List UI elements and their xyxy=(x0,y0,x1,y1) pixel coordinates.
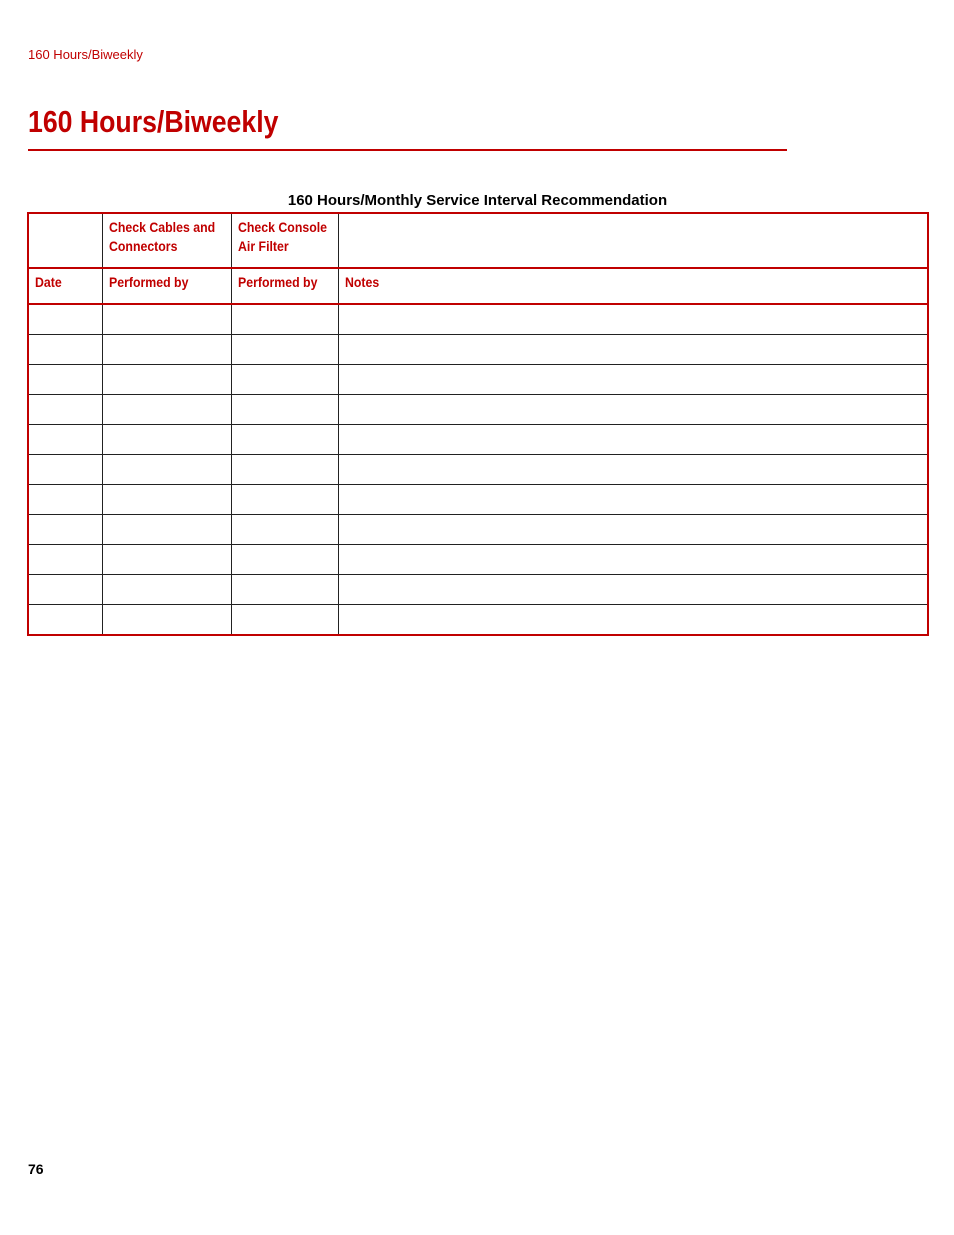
table-caption: 160 Hours/Monthly Service Interval Recommendation xyxy=(287,192,668,209)
performed-by-cell xyxy=(102,545,231,575)
table-row xyxy=(28,515,928,545)
table-row xyxy=(28,545,928,575)
header-cell-check-air-filter xyxy=(231,213,338,268)
notes-cell xyxy=(338,365,928,395)
notes-cell xyxy=(338,545,928,575)
header-text: Performed by xyxy=(237,274,317,290)
date-cell xyxy=(28,455,102,485)
notes-cell xyxy=(338,485,928,515)
performed-by-cell xyxy=(231,455,338,485)
table-row xyxy=(28,485,928,515)
table-row xyxy=(28,425,928,455)
header-cell-blank xyxy=(338,213,928,268)
notes-cell xyxy=(338,425,928,455)
notes-cell xyxy=(338,455,928,485)
performed-by-cell xyxy=(231,605,338,636)
performed-by-cell xyxy=(231,304,338,335)
date-cell xyxy=(28,395,102,425)
header-cell-blank xyxy=(28,213,102,268)
date-cell xyxy=(28,304,102,335)
performed-by-cell xyxy=(102,485,231,515)
table-row xyxy=(28,365,928,395)
performed-by-cell xyxy=(102,515,231,545)
notes-cell xyxy=(338,575,928,605)
service-log-table xyxy=(27,212,929,636)
performed-by-cell xyxy=(102,455,231,485)
performed-by-cell xyxy=(102,304,231,335)
title-rule xyxy=(28,149,787,151)
performed-by-cell xyxy=(102,365,231,395)
performed-by-cell xyxy=(231,545,338,575)
notes-cell xyxy=(338,515,928,545)
header-text: Check Console xyxy=(237,219,327,235)
date-cell xyxy=(28,515,102,545)
performed-by-cell xyxy=(102,335,231,365)
date-cell xyxy=(28,335,102,365)
table-header-row-tasks xyxy=(28,213,928,268)
table-header-row-columns xyxy=(28,268,928,304)
header-cell-performed-by xyxy=(231,268,338,304)
date-cell xyxy=(28,425,102,455)
header-cell-performed-by xyxy=(102,268,231,304)
header-cell-date xyxy=(28,268,102,304)
header-text: Check Cables and xyxy=(108,219,215,235)
header-text: Notes xyxy=(344,274,379,290)
table-row xyxy=(28,304,928,335)
performed-by-cell xyxy=(231,365,338,395)
header-text: Connectors xyxy=(108,238,177,254)
date-cell xyxy=(28,605,102,636)
performed-by-cell xyxy=(102,605,231,636)
running-head: 160 Hours/Biweekly xyxy=(28,47,143,62)
table-row xyxy=(28,335,928,365)
performed-by-cell xyxy=(231,395,338,425)
performed-by-cell xyxy=(231,515,338,545)
header-text: Date xyxy=(35,274,62,290)
header-text: Performed by xyxy=(108,274,188,290)
performed-by-cell xyxy=(102,425,231,455)
table-row xyxy=(28,455,928,485)
performed-by-cell xyxy=(102,575,231,605)
header-cell-notes xyxy=(338,268,928,304)
table-row xyxy=(28,575,928,605)
header-text: Air Filter xyxy=(237,238,289,254)
date-cell xyxy=(28,545,102,575)
notes-cell xyxy=(338,304,928,335)
performed-by-cell xyxy=(231,425,338,455)
notes-cell xyxy=(338,335,928,365)
page-number: 76 xyxy=(28,1161,44,1177)
page-title: 160 Hours/Biweekly xyxy=(28,104,279,139)
header-cell-check-cables xyxy=(102,213,231,268)
table-row xyxy=(28,395,928,425)
performed-by-cell xyxy=(231,575,338,605)
performed-by-cell xyxy=(231,335,338,365)
date-cell xyxy=(28,485,102,515)
notes-cell xyxy=(338,605,928,636)
notes-cell xyxy=(338,395,928,425)
performed-by-cell xyxy=(231,485,338,515)
date-cell xyxy=(28,575,102,605)
table-row xyxy=(28,605,928,636)
date-cell xyxy=(28,365,102,395)
performed-by-cell xyxy=(102,395,231,425)
